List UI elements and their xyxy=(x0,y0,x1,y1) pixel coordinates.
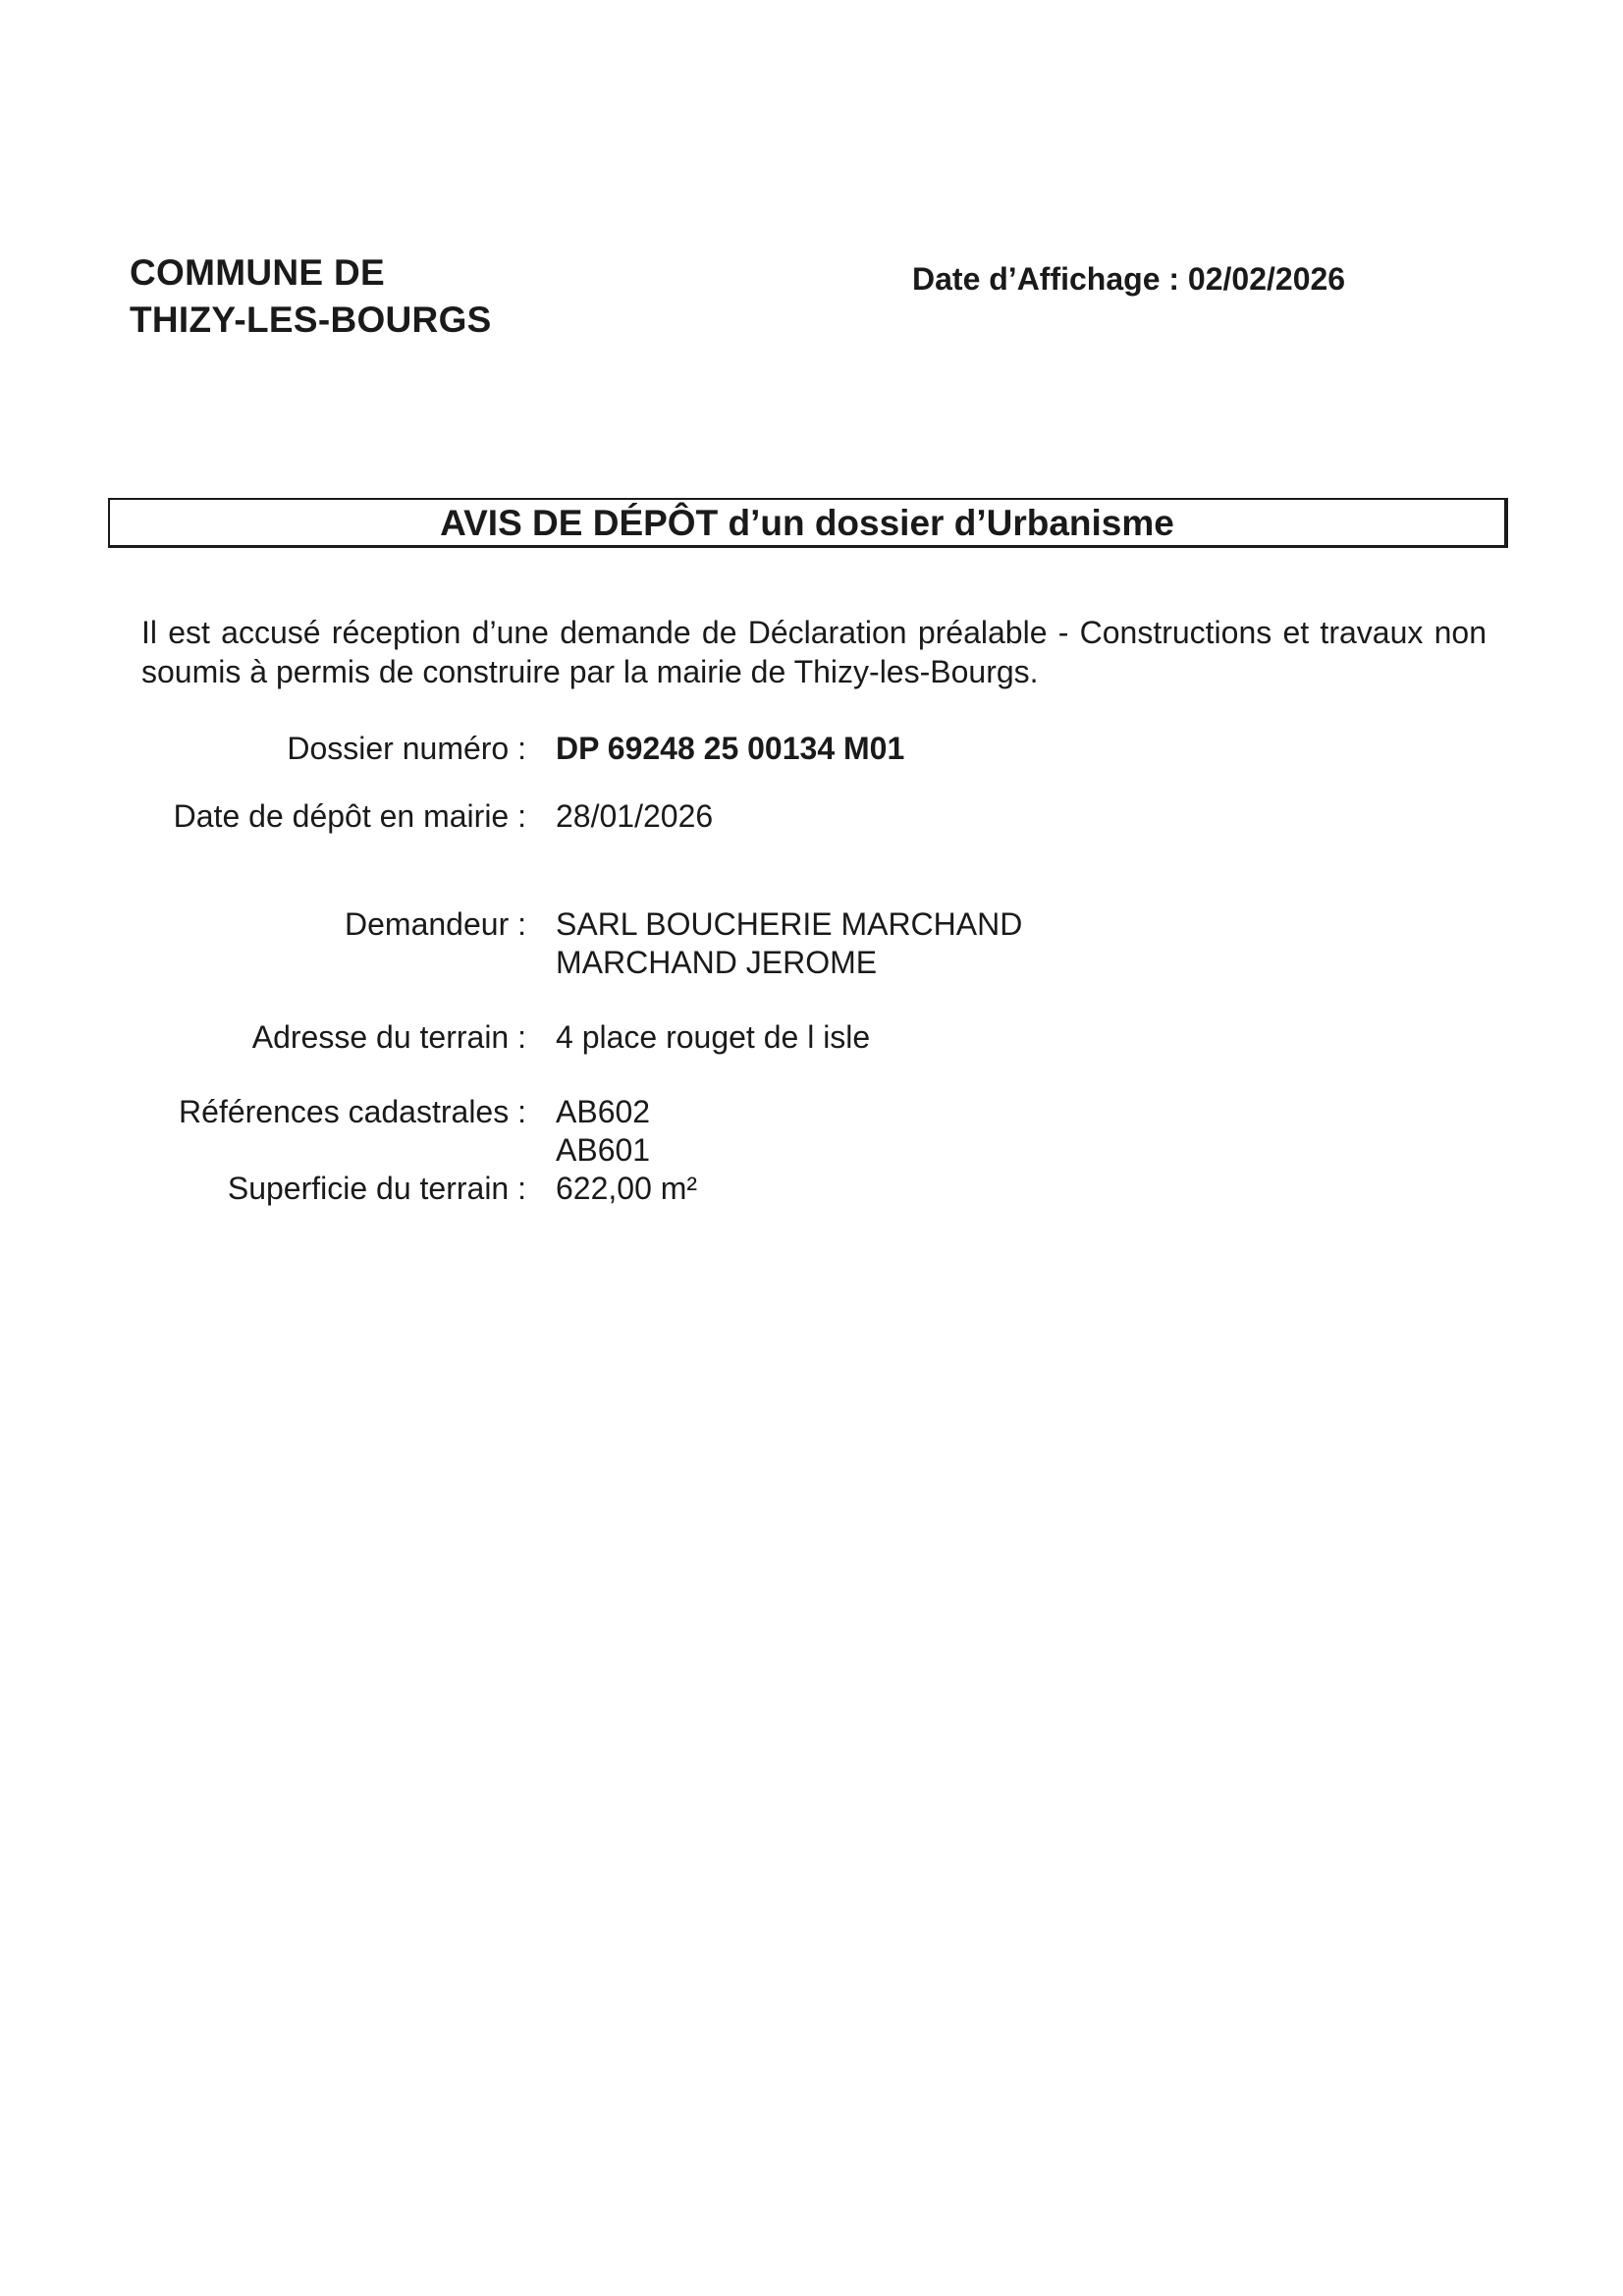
references-label: Références cadastrales : xyxy=(179,1094,526,1129)
references-value-line-1: AB602 xyxy=(556,1094,651,1129)
date-affichage: Date d’Affichage : 02/02/2026 xyxy=(912,261,1346,297)
superficie-label: Superficie du terrain : xyxy=(227,1171,526,1206)
demandeur-value-line-2: MARCHAND JEROME xyxy=(556,945,878,980)
date-depot-value: 28/01/2026 xyxy=(556,798,714,834)
intro-paragraph: Il est accusé réception d’une demande de Déclaration préalable - Constructions et travaux non soumis à permis de construire par la mairie de Thizy-les-Bourgs. xyxy=(141,615,1487,689)
dossier-value: DP 69248 25 00134 M01 xyxy=(556,731,905,766)
date-depot-label: Date de dépôt en mairie : xyxy=(173,798,526,834)
page-title: AVIS DE DÉPÔT d’un dossier d’Urbanisme xyxy=(440,503,1174,543)
adresse-label: Adresse du terrain : xyxy=(251,1019,526,1055)
adresse-value: 4 place rouget de l isle xyxy=(556,1019,871,1055)
commune-heading xyxy=(130,249,492,344)
references-value-line-2: AB601 xyxy=(556,1132,651,1168)
commune-line-1: COMMUNE DE xyxy=(130,252,385,293)
demandeur-label: Demandeur : xyxy=(345,906,526,942)
demandeur-value-line-1: SARL BOUCHERIE MARCHAND xyxy=(556,906,1023,942)
dossier-label: Dossier numéro : xyxy=(287,731,526,766)
commune-line-2: THIZY-LES-BOURGS xyxy=(130,300,492,340)
superficie-value: 622,00 m² xyxy=(556,1171,698,1206)
title-box xyxy=(108,498,1508,548)
